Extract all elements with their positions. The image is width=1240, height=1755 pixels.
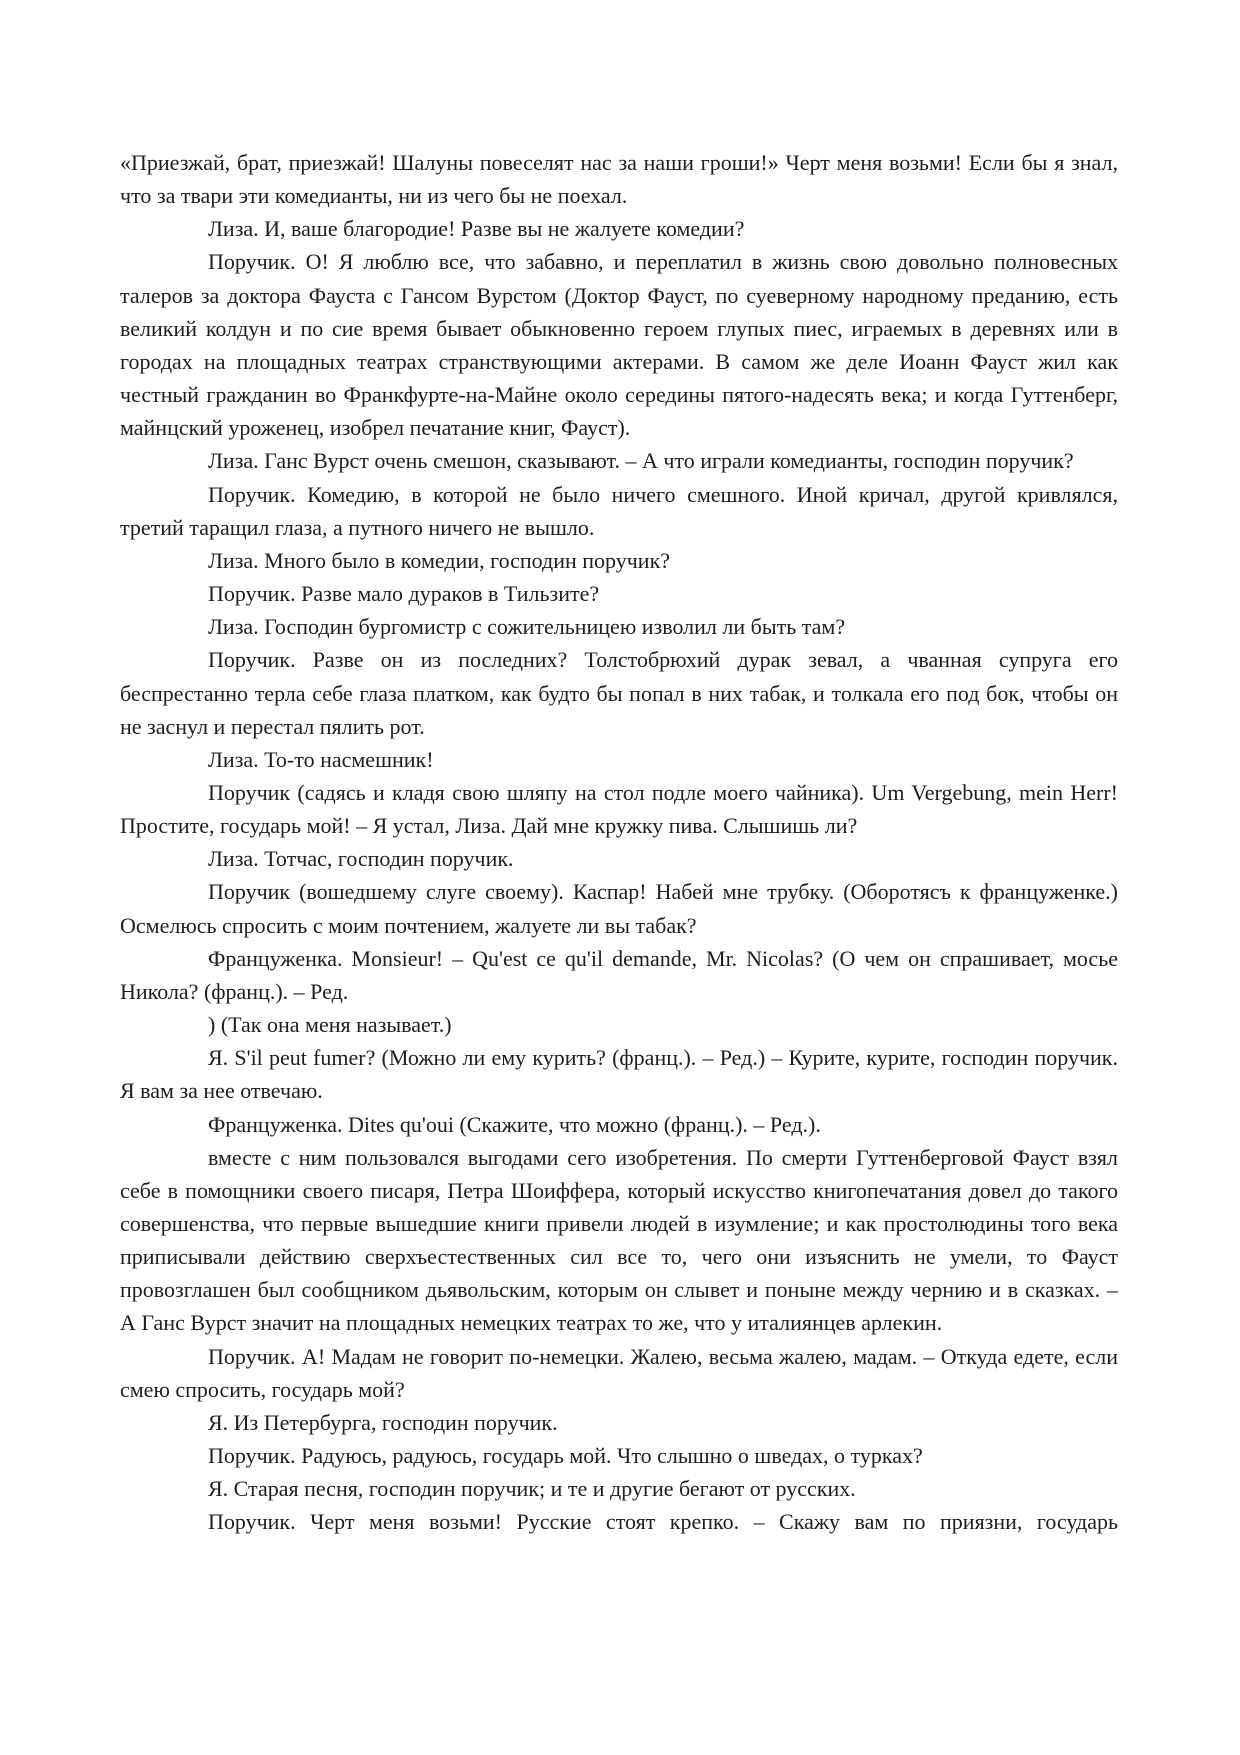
paragraph: Поручик. Комедию, в которой не было ничего смешного. Иной кричал, другой кривлялся, третий таращил глаза, а путного ничего не вышло. <box>120 481 1118 540</box>
paragraph: Поручик. Разве он из последних? Толстобрюхий дурак зевал, а чванная супруга его беспрестанно терла себе глаза платком, как будто бы попал в них табак, и толкала его под бок, чтобы он не заснул и перестал пялить рот. <box>120 647 1118 739</box>
paragraph: Поручик (садясь и кладя свою шляпу на стол подле моего чайника). Um Vergebung, mein Herr! Простите, государь мой! – Я устал, Лиза. Дай мне кружку пива. Слышишь ли? <box>120 779 1118 839</box>
paragraph: Лиза. Господин бургомистр с сожительницею изволил ли быть там? <box>208 614 846 640</box>
paragraph: Поручик. О! Я люблю все, что забавно, и переплатил в жизнь свою довольно полновесных талеров за доктора Фауста с Гансом Вурстом (Доктор Фауст, по суеверному народному преданию, есть великий колдун и по сие время бывает обыкновенно героем глупых пиес, играемых в деревнях или в городах на площадных театрах странствующими актерами. В самом же деле Иоанн Фауст жил как честный гражданин во Франкфурте-на-Майне около середины пятого-надесять века; и когда Гуттенберг, майнцский уроженец, изобрел печатание книг, Фауст). <box>120 249 1118 441</box>
paragraph: «Приезжай, брат, приезжай! Шалуны повеселят нас за наши гроши!» Черт меня возьми! Если бы я знал, что за твари эти комедианты, ни из чего бы не поехал. <box>120 150 1118 209</box>
paragraph: Лиза. И, ваше благородие! Разве вы не жалуете комедии? <box>208 216 745 242</box>
paragraph: ) (Так она меня называет.) <box>208 1012 452 1038</box>
paragraph: вместе с ним пользовался выгодами сего изобретения. По смерти Гуттенберговой Фауст взял себе в помощники своего писаря, Петра Шоиффера, который искусство книгопечатания довел до такого совершенства, что первые вышедшие книги привели людей в изумление; и как простолюдины того века приписывали действию сверхъестественных сил все то, чего они изъяснить не умели, то Фауст провозглашен был сообщником дьявольским, которым он слывет и поныне между чернию и в сказках. – А Ганс Вурст значит на площадных немецких театрах то же, что у италиянцев арлекин. <box>120 1144 1118 1336</box>
paragraph: Француженка. Dites qu'oui (Скажите, что можно (франц.). – Ред.). <box>208 1111 821 1137</box>
paragraph: Поручик (вошедшему слуге своему). Каспар! Набей мне трубку. (Оборотясъ к француженке.) Осмелюсь спросить с моим почтением, жалуете ли вы табак? <box>120 879 1118 938</box>
paragraph: Поручик. Радуюсь, радуюсь, государь мой. Что слышно о шведах, о турках? <box>208 1443 923 1469</box>
document-page <box>120 146 1118 1539</box>
paragraph: Лиза. Тотчас, господин поручик. <box>208 846 514 872</box>
paragraph: Я. Старая песня, господин поручик; и те и другие бегают от русских. <box>208 1476 856 1502</box>
paragraph: Лиза. Много было в комедии, господин поручик? <box>208 547 671 573</box>
paragraph: Француженка. Monsieur! – Qu'est ce qu'il demande, Mr. Nicolas? (О чем он спрашивает, мосье Никола? (франц.). – Ред. <box>120 945 1118 1004</box>
paragraph: Лиза. То-то насмешник! <box>208 746 434 772</box>
paragraph: Я. Из Петербурга, господин поручик. <box>208 1409 558 1435</box>
paragraph: Лиза. Ганс Вурст очень смешон, сказывают. – А что играли комедианты, господин поручик? <box>208 448 1074 474</box>
paragraph: Поручик. Черт меня возьми! Русские стоят крепко. – Скажу вам по приязни, государь <box>208 1509 1118 1535</box>
paragraph: Поручик. А! Мадам не говорит по-немецки. Жалею, весьма жалею, мадам. – Откуда едете, если смею спросить, государь мой? <box>120 1343 1118 1402</box>
paragraph: Я. S'il peut fumer? (Можно ли ему курить? (франц.). – Ред.) – Курите, курите, господин поручик. Я вам за нее отвечаю. <box>120 1045 1118 1104</box>
paragraph: Поручик. Разве мало дураков в Тильзите? <box>208 581 600 607</box>
